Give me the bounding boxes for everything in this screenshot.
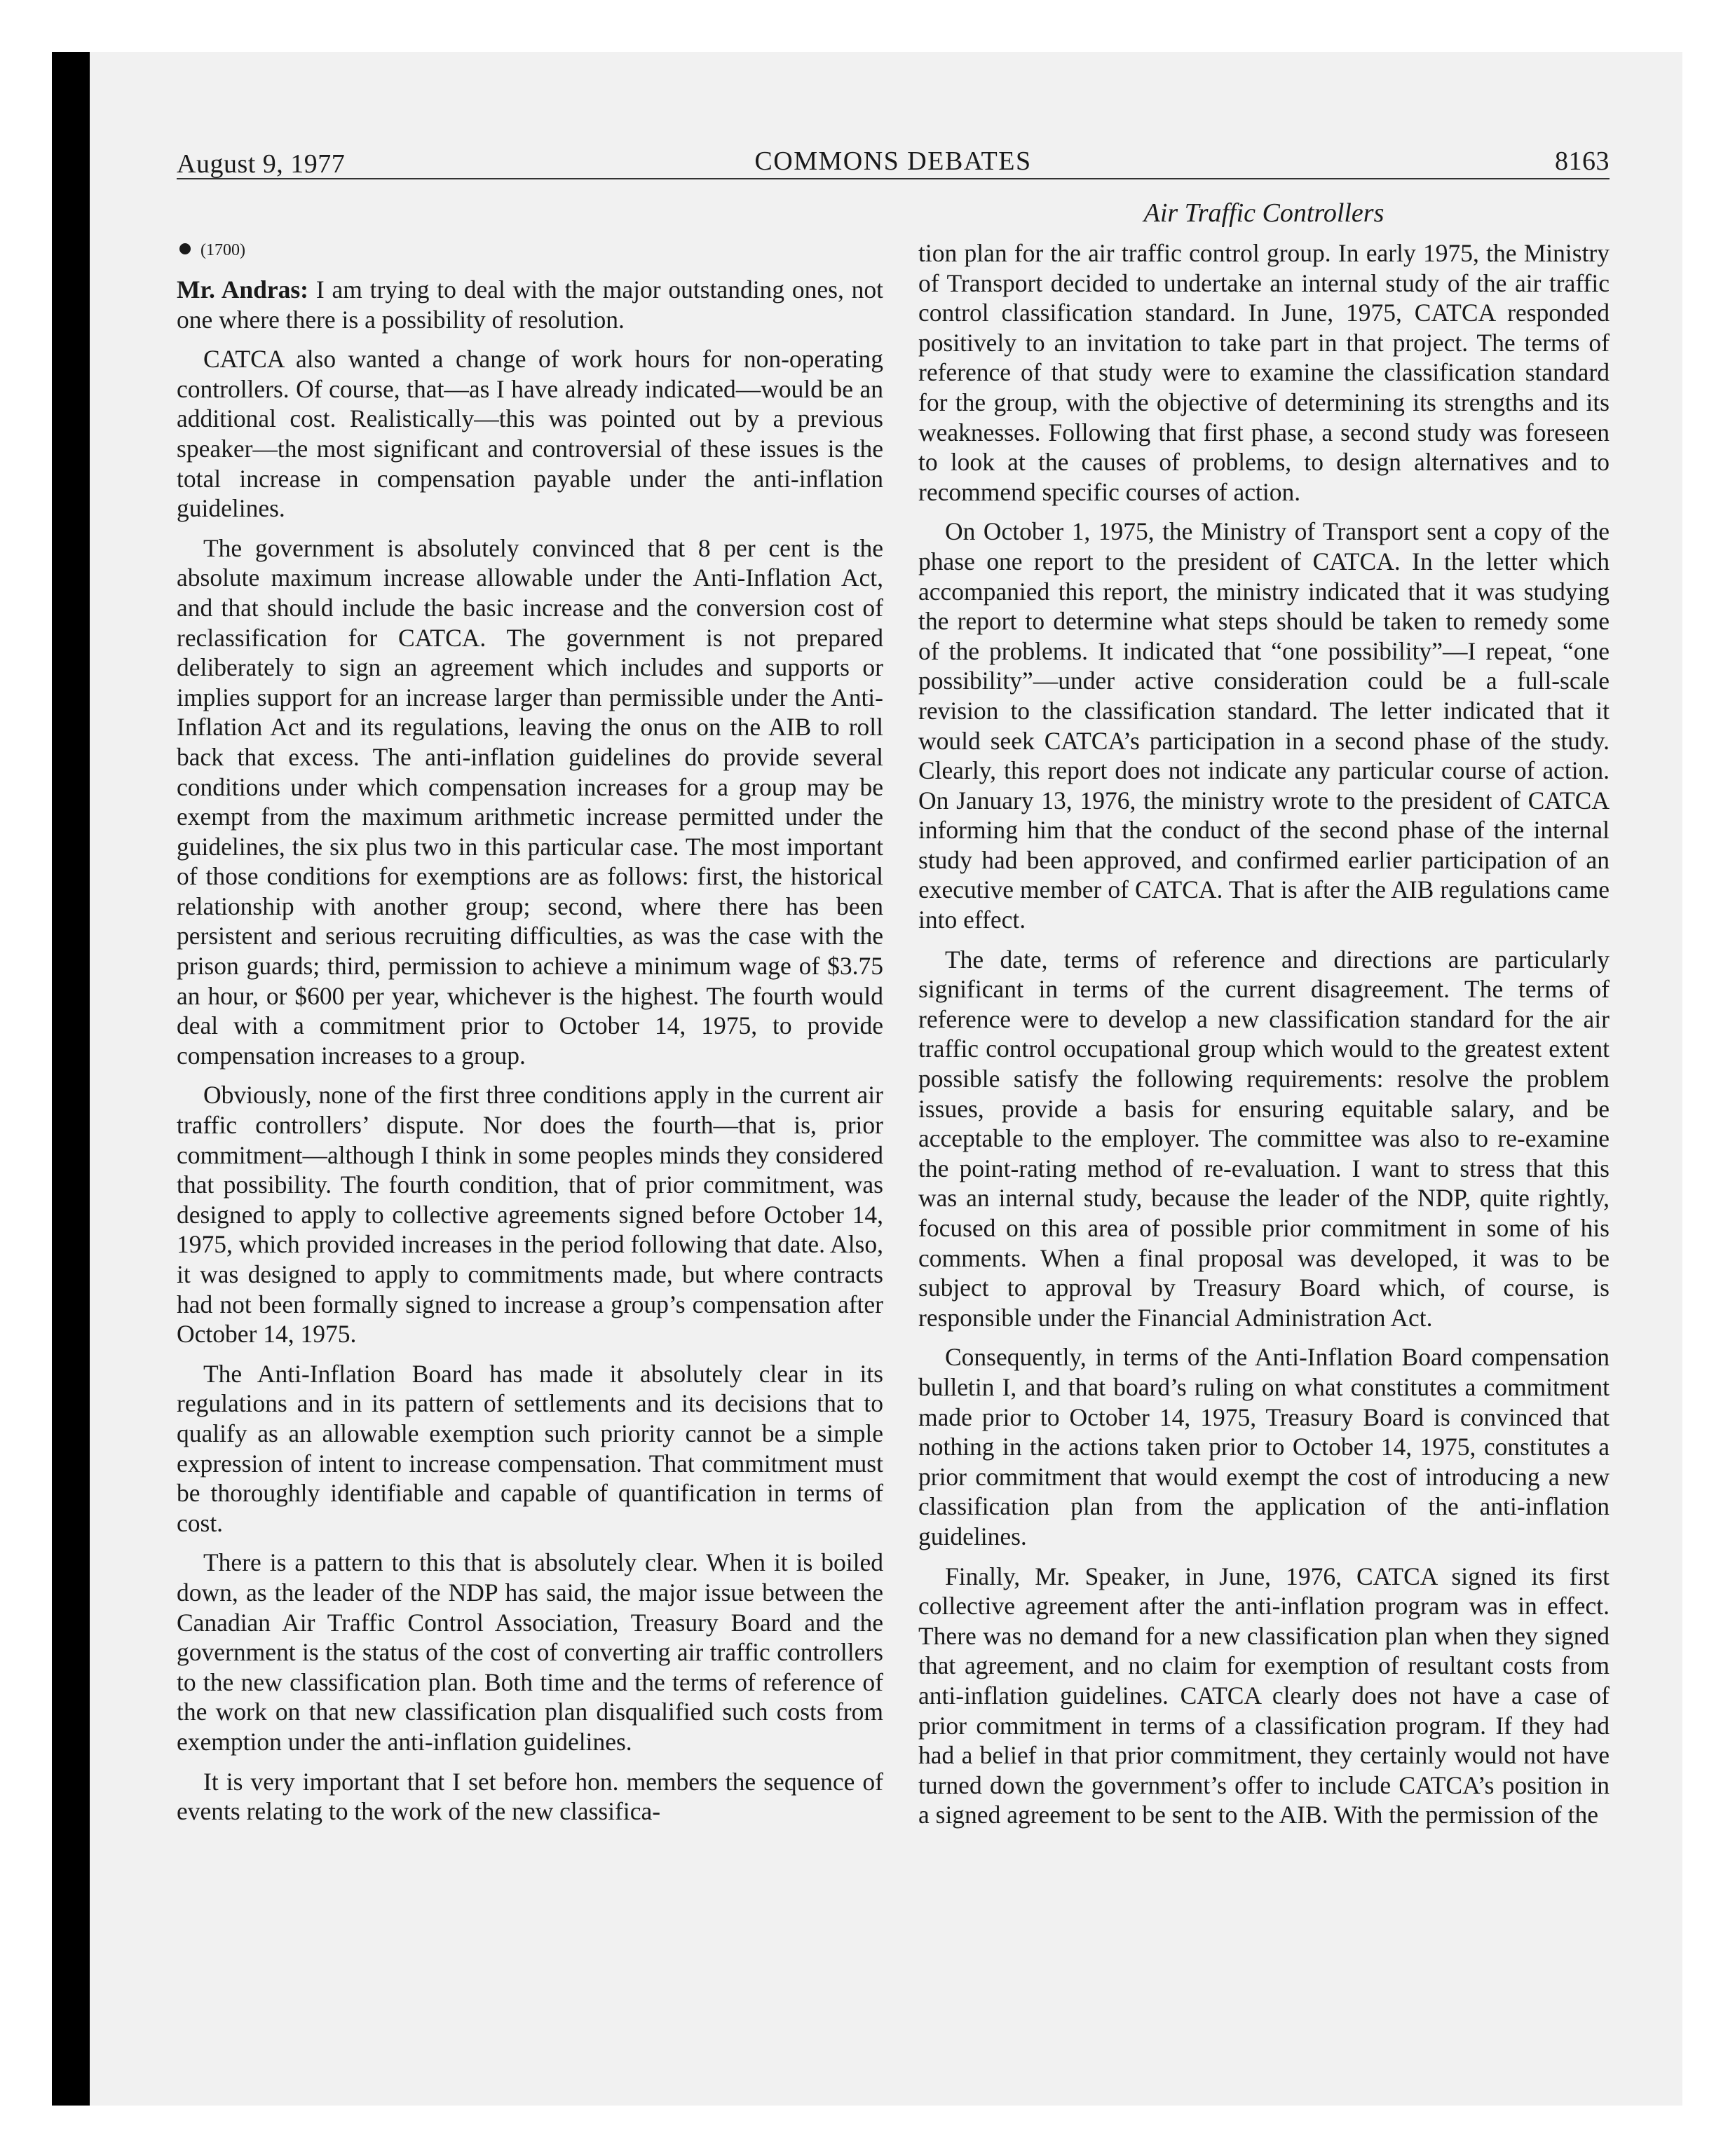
running-head: Air Traffic Controllers <box>1143 198 1384 228</box>
timestamp-text: (1700) <box>200 241 245 259</box>
paragraph: It is very important that I set before hon. members the sequence of events relating to the work of the new classifica- <box>177 1767 883 1826</box>
bullet-icon <box>179 243 191 254</box>
paragraph: The Anti-Inflation Board has made it absolutely clear in its regulations and in its pattern of settlements and its decisions that to qualify as an allowable exemption such priority cannot be a simple expression of intent to increase compensation. That commitment must be thoroughly identifiable and capable of quantification in terms of cost. <box>177 1359 883 1537</box>
right-column <box>918 238 1610 1830</box>
paragraph: Finally, Mr. Speaker, in June, 1976, CATCA signed its first collective agreement after the anti-inflation program was in effect. There was no demand for a new classification plan when they signed that agreement, and no claim for exemption of resultant costs from anti-inflation guidelines. CATCA clearly does not have a case of prior commitment in terms of a classification program. If they had had a belief in that prior commitment, they certainly would not have turned down the government’s offer to include CATCA’s position in a signed agreement to be sent to the AIB. With the permission of the <box>918 1562 1610 1829</box>
paragraph: Obviously, none of the first three conditions apply in the current air traffic controllers’ dispute. Nor does the fourth—that is, prior commitment—although I think in some peoples minds they considered that possibility. The fourth condition, that of prior commitment, was designed to apply to collective agreements signed before October 14, 1975, which provided increases in the period following that date. Also, it was designed to apply to commitments made, but where contracts had not been formally signed to increase a group’s compensation after October 14, 1975. <box>177 1081 883 1349</box>
paragraph: CATCA also wanted a change of work hours for non-operating controllers. Of course, that—as I have already indicated—would be an additional cost. Realistically—this was pointed out by a previous speaker—the most significant and controversial of these issues is the total increase in compensation payable under the anti-inflation guidelines. <box>177 345 883 523</box>
paragraph: The date, terms of reference and directions are particularly significant in terms of the current disagreement. The terms of reference were to develop a new classification standard for the air traffic control occupational group which would to the greatest extent possible satisfy the following requirements: resolve the problem issues, provide a basis for ensuring equitable salary, and be acceptable to the employer. The committee was also to re-examine the point-rating method of re-evaluation. I want to stress that this was an internal study, because the leader of the NDP, quite rightly, focused on this area of possible prior commitment in some of his comments. When a final proposal was developed, it was to be subject to approval by Treasury Board which, of course, is responsible under the Financial Administration Act. <box>918 945 1610 1332</box>
page-number: 8163 <box>1555 146 1610 176</box>
paragraph: On October 1, 1975, the Ministry of Transport sent a copy of the phase one report to the president of CATCA. In the letter which accompanied this report, the ministry indicated that it was studying the report to determine what steps should be taken to remedy some of the problems. It indicated that “one possibility”—I repeat, “one possibility”—under active consideration could be a full-scale revision to the classification standard. The letter indicated that it would seek CATCA’s participation in a second phase of the study. Clearly, this report does not indicate any particular course of action. On January 13, 1976, the ministry wrote to the president of CATCA informing him that the conduct of the second phase of the internal study had been approved, and confirmed earlier participation of an executive member of CATCA. That is after the AIB regulations came into effect. <box>918 517 1610 934</box>
paragraph-text: I am trying to deal with the major outstanding ones, not one where there is a possibility of resolution. <box>177 275 883 334</box>
paragraph: The government is absolutely convinced that 8 per cent is the absolute maximum increase allowable under the Anti-Inflation Act, and that should include the basic increase and the conversion cost of reclassification for CATCA. The government is not prepared deliberately to sign an agreement which includes and supports or implies support for an increase larger than permissible under the Anti-Inflation Act and its regulations, leaving the onus on the AIB to roll back that excess. The anti-inflation guidelines do provide several conditions under which compensation increases for a group may be exempt from the maximum arithmetic increase permitted under the guidelines, the six plus two in this particular case. The most important of those conditions for exemptions are as follows: first, the historical relationship with another group; second, where there has been persistent and serious recruiting difficulties, as was the case with the prison guards; third, permission to achieve a minimum wage of $3.75 an hour, or $600 per year, whichever is the highest. The fourth would deal with a commitment prior to October 14, 1975, to provide compensation increases to a group. <box>177 533 883 1070</box>
timestamp-marker <box>177 236 883 265</box>
speaker-name: Mr. Andras: <box>177 275 309 303</box>
paragraph: tion plan for the air traffic control group. In early 1975, the Ministry of Transport decided to undertake an internal study of the air traffic control classification standard. In June, 1975, CATCA responded positively to an invitation to take part in that project. The terms of reference of that study were to examine the classification standard for the group, with the objective of determining its strengths and its weaknesses. Following that first phase, a second study was foreseen to look at the causes of problems, to design alternatives and to recommend specific courses of action. <box>918 239 1610 506</box>
scan-edge-shadow <box>52 52 90 2106</box>
paragraph: Consequently, in terms of the Anti-Inflation Board compensation bulletin I, and that board’s ruling on what constitutes a commitment made prior to October 14, 1975, Treasury Board is convinced that nothing in the actions taken prior to October 14, 1975, constitutes a prior commitment that would exempt the cost of introducing a new classification plan from the application of the anti-inflation guidelines. <box>918 1343 1610 1550</box>
header-date: August 9, 1977 <box>177 149 346 179</box>
paragraph <box>177 275 883 334</box>
header-rule <box>177 178 1610 179</box>
left-column <box>177 236 883 1827</box>
paragraph: There is a pattern to this that is absolutely clear. When it is boiled down, as the leader of the NDP has said, the major issue between the Canadian Air Traffic Control Association, Treasury Board and the government is the status of the cost of converting air traffic controllers to the new classification plan. Both time and the terms of reference of the work on that new classification plan disqualified such costs from exemption under the anti-inflation guidelines. <box>177 1548 883 1756</box>
header-title: COMMONS DEBATES <box>754 146 1032 176</box>
page-header <box>177 146 1610 179</box>
